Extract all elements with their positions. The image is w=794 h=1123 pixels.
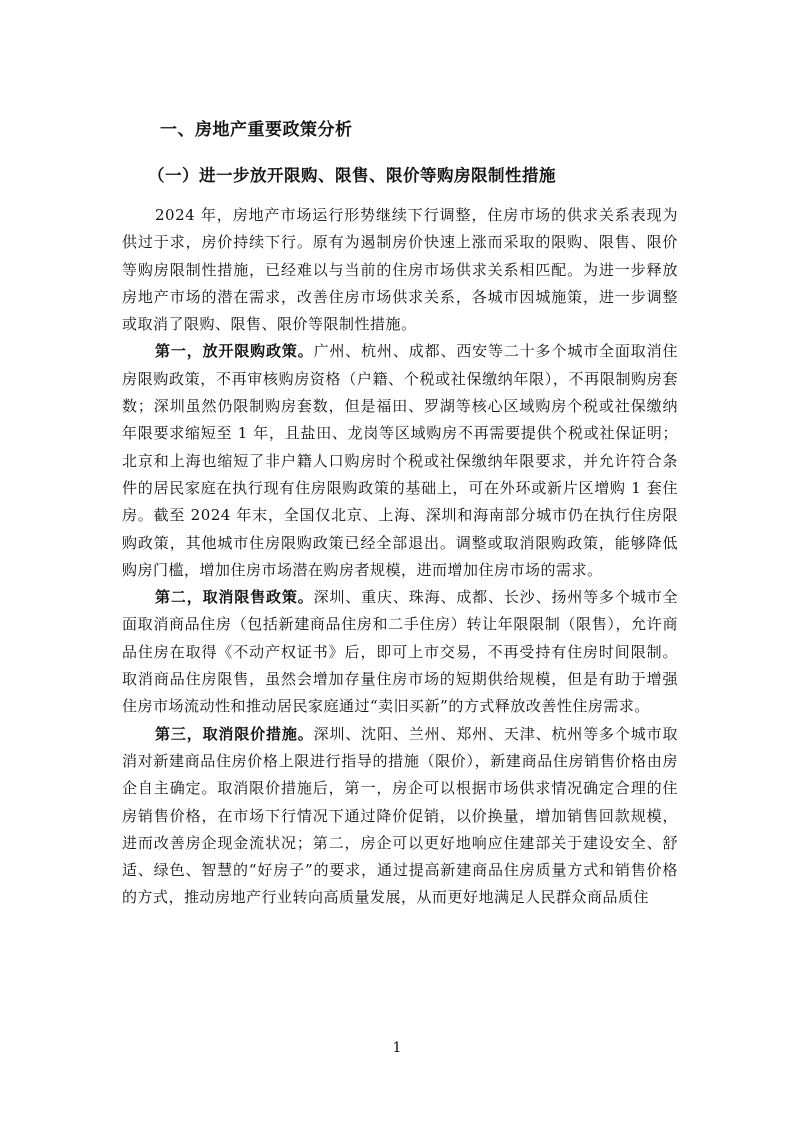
document-page bbox=[122, 118, 678, 912]
paragraph-text: 2024 年，房地产市场运行形势继续下行调整，住房市场的供求关系表现为供过于求，房价持续下行。原有为遏制房价快速上涨而采取的限购、限售、限价等购房限制性措施，已经难以与当前的住房市场供求关系相匹配。为进一步释放房地产市场的潜在需求，改善住房市场供求关系，各城市因城施策，进一步调整或取消了限购、限售、限价等限制性措施。 bbox=[122, 206, 678, 334]
paragraph-restriction-sale bbox=[122, 584, 678, 720]
page-number: 1 bbox=[392, 1040, 402, 1056]
paragraph-intro bbox=[122, 202, 678, 338]
paragraph-text: 广州、杭州、成都、西安等二十多个城市全面取消住房限购政策，不再审核购房资格（户籍、个税或社保缴纳年限），不再限制购房套数；深圳虽然仍限制购房套数，但是福田、罗湖等核心区域购房个税或社保缴纳年限要求缩短至 1 年，且盐田、龙岗等区域购房不再需要提供个税或社保证明；北京和上海也缩短了非户籍人口购房时个税或社保缴纳年限要求，并允许符合条件的居民家庭在执行现有住房限购政策的基础上，可在外环或新片区增购 1 套住房。截至 2024 年末，全国仅北京、上海、深圳和海南部分城市仍在执行住房限购政策，其他城市住房限购政策已经全部退出。调整或取消限购政策，能够降低购房门槛，增加住房市场潜在购房者规模，进而增加住房市场的需求。 bbox=[122, 342, 678, 579]
paragraph-restriction-purchase bbox=[122, 338, 678, 584]
subsection-heading: （一）进一步放开限购、限售、限价等购房限制性措施 bbox=[148, 166, 556, 185]
section-heading: 一、房地产重要政策分析 bbox=[160, 120, 353, 140]
paragraph-lead: 第三，取消限价措施。 bbox=[155, 724, 314, 743]
paragraph-lead: 第一，放开限购政策。 bbox=[155, 342, 314, 361]
paragraph-text: 深圳、沈阳、兰州、郑州、天津、杭州等多个城市取消对新建商品住房价格上限进行指导的措施（限价），新建商品住房销售价格由房企自主确定。取消限价措施后，第一，房企可以根据市场供求情况确定合理的住房销售价格，在市场下行情况下通过降价促销，以价换量，增加销售回款规模，进而改善房企现金流状况；第二，房企可以更好地响应住建部关于建设安全、舒适、绿色、智慧的“好房子”的要求，通过提高新建商品住房质量方式和销售价格的方式，推动房地产行业转向高质量发展，从而更好地满足人民群众商品质住 bbox=[122, 724, 678, 907]
paragraph-lead: 第二，取消限售政策。 bbox=[155, 588, 314, 607]
paragraph-text: 深圳、重庆、珠海、成都、长沙、扬州等多个城市全面取消商品住房（包括新建商品住房和二手住房）转让年限限制（限售），允许商品住房在取得《不动产权证书》后，即可上市交易，不再受持有住房时间限制。取消商品住房限售，虽然会增加存量住房市场的短期供给规模，但是有助于增强住房市场流动性和推动居民家庭通过“卖旧买新”的方式释放改善性住房需求。 bbox=[122, 588, 678, 716]
paragraph-restriction-price bbox=[122, 721, 678, 912]
